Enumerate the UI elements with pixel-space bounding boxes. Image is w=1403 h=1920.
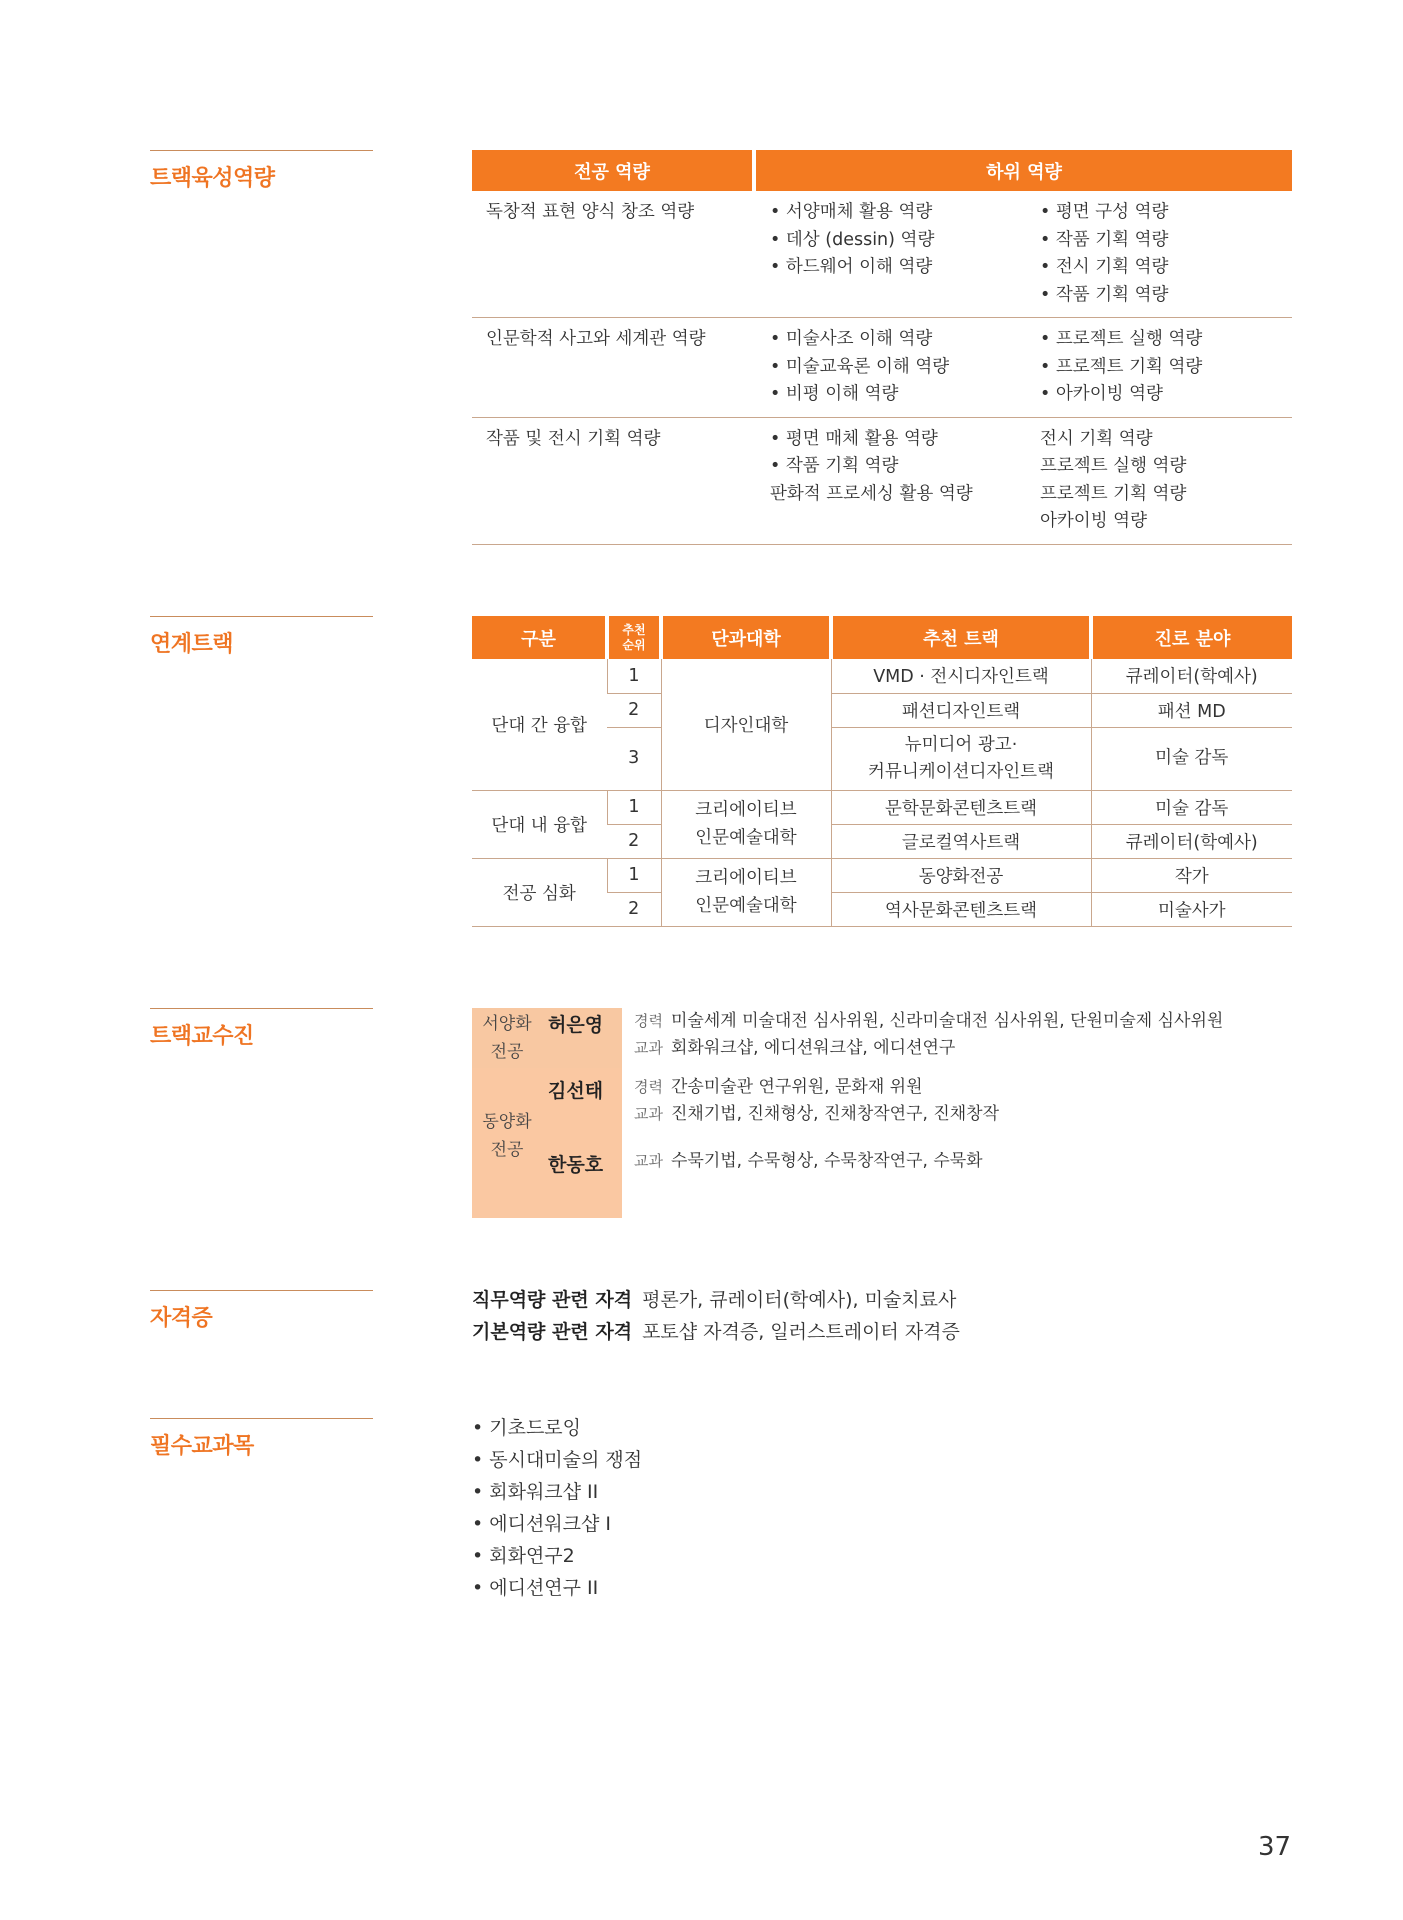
list-item: • 아카이빙 역량 — [1040, 384, 1163, 404]
list-item: 전시 기획 역량 — [1040, 428, 1153, 449]
track-cell: 문학문화콘텐츠트랙 — [831, 790, 1091, 824]
page-number: 37 — [1258, 1832, 1292, 1862]
college-cell: 크리에이티브 인문예술대학 — [661, 790, 831, 858]
track-cell: 패션디자인트랙 — [831, 693, 1091, 727]
list-item: • 미술교육론 이해 역량 — [770, 356, 950, 377]
career-cell: 큐레이터(학예사) — [1091, 824, 1292, 858]
major-cell: 독창적 표현 양식 창조 역량 — [472, 191, 752, 318]
table-row — [472, 417, 1292, 544]
faculty-info: 교과 수묵기법, 수묵형상, 수묵창작연구, 수묵화 — [634, 1151, 983, 1171]
table-row — [472, 790, 1292, 824]
certificate-list — [472, 1284, 960, 1348]
faculty-name: 한동호 — [548, 1154, 604, 1176]
category-cell: 단대 간 융합 — [472, 659, 607, 790]
list-item: • 기초드로잉 — [472, 1417, 582, 1439]
faculty-info: 경력 미술세계 미술대전 심사위원, 신라미술대전 심사위원, 단원미술제 심사위원 교과 회화워크샵, 에디션워크샵, 에디션연구 — [634, 1011, 1224, 1058]
faculty-block — [472, 1008, 1292, 1218]
header-college: 단과대학 — [661, 616, 831, 659]
career-cell: 미술 감독 — [1091, 790, 1292, 824]
section-title: 트랙교수진 — [150, 1008, 373, 1050]
faculty-name: 허은영 — [548, 1014, 604, 1036]
major-cell: 작품 및 전시 기획 역량 — [472, 417, 752, 544]
rank-cell: 2 — [607, 824, 661, 858]
dept-label-eastern: 동양화 전공 — [482, 1112, 532, 1160]
table-row — [472, 191, 1292, 318]
list-item: • 회화연구2 — [472, 1545, 575, 1567]
list-item: • 서양매체 활용 역량 — [770, 202, 933, 222]
list-item: • 전시 기획 역량 — [1040, 257, 1169, 277]
list-item: • 작품 기획 역량 — [1040, 229, 1169, 250]
career-cell: 미술사가 — [1091, 892, 1292, 926]
list-item: • 미술사조 이해 역량 — [770, 329, 933, 349]
table-row — [472, 318, 1292, 418]
list-item: • 하드웨어 이해 역량 — [770, 257, 933, 277]
rank-cell: 2 — [607, 693, 661, 727]
list-item: 아카이빙 역량 — [1040, 511, 1147, 531]
list-item: • 데상 (dessin) 역량 — [770, 229, 935, 250]
competency-table — [472, 150, 1292, 545]
list-item: 판화적 프로세싱 활용 역량 — [770, 483, 973, 504]
track-cell: VMD · 전시디자인트랙 — [831, 659, 1091, 693]
faculty-info: 경력 간송미술관 연구위원, 문화재 위원 교과 진채기법, 진채형상, 진채창작연구, 진채창작 — [634, 1077, 1000, 1124]
list-item: • 비평 이해 역량 — [770, 384, 899, 404]
header-career: 진로 분야 — [1091, 616, 1292, 659]
list-item: • 프로젝트 기획 역량 — [1040, 356, 1203, 377]
career-cell: 큐레이터(학예사) — [1091, 659, 1292, 693]
header-category: 구분 — [472, 616, 607, 659]
list-item: • 동시대미술의 쟁점 — [472, 1449, 643, 1471]
career-cell: 미술 감독 — [1091, 727, 1292, 790]
header-rank: 추천 순위 — [607, 616, 661, 659]
category-cell: 단대 내 융합 — [472, 790, 607, 858]
list-item: • 회화워크샵 II — [472, 1481, 599, 1503]
required-course-list — [472, 1412, 642, 1604]
list-item: • 작품 기획 역량 — [770, 456, 899, 476]
category-cell: 전공 심화 — [472, 858, 607, 926]
section-title: 트랙육성역량 — [150, 150, 373, 192]
career-cell: 패션 MD — [1091, 693, 1292, 727]
track-cell: 역사문화콘텐츠트랙 — [831, 892, 1091, 926]
linked-track-table — [472, 616, 1292, 927]
list-item: • 프로젝트 실행 역량 — [1040, 329, 1203, 349]
table-row — [472, 659, 1292, 693]
section-title: 연계트랙 — [150, 616, 373, 658]
career-cell: 작가 — [1091, 858, 1292, 892]
college-cell: 디자인대학 — [661, 659, 831, 790]
list-item: • 평면 구성 역량 — [1040, 202, 1169, 222]
rank-cell: 1 — [607, 659, 661, 693]
track-cell: 동양화전공 — [831, 858, 1091, 892]
certificate-row: 직무역량 관련 자격 평론가, 큐레이터(학예사), 미술치료사 — [472, 1289, 957, 1311]
table-row — [472, 858, 1292, 892]
major-cell: 인문학적 사고와 세계관 역량 — [472, 318, 752, 418]
list-item: • 작품 기획 역량 — [1040, 284, 1169, 305]
rank-cell: 3 — [607, 727, 661, 790]
dept-label-western: 서양화 전공 — [482, 1014, 532, 1062]
track-cell: 뉴미디어 광고· 커뮤니케이션디자인트랙 — [831, 727, 1091, 790]
college-cell: 크리에이티브 인문예술대학 — [661, 858, 831, 926]
faculty-name: 김선태 — [548, 1080, 604, 1102]
header-track: 추천 트랙 — [831, 616, 1091, 659]
header-major: 전공 역량 — [472, 150, 752, 191]
header-sub: 하위 역량 — [756, 150, 1292, 191]
list-item: • 평면 매체 활용 역량 — [770, 428, 938, 449]
list-item: 프로젝트 기획 역량 — [1040, 483, 1187, 504]
section-title: 자격증 — [150, 1290, 373, 1332]
list-item: 프로젝트 실행 역량 — [1040, 456, 1187, 476]
list-item: • 에디션연구 II — [472, 1577, 599, 1599]
section-title: 필수교과목 — [150, 1418, 373, 1460]
rank-cell: 2 — [607, 892, 661, 926]
certificate-row: 기본역량 관련 자격 포토샵 자격증, 일러스트레이터 자격증 — [472, 1321, 960, 1343]
rank-cell: 1 — [607, 858, 661, 892]
rank-cell: 1 — [607, 790, 661, 824]
list-item: • 에디션워크샵 I — [472, 1513, 612, 1535]
track-cell: 글로컬역사트랙 — [831, 824, 1091, 858]
